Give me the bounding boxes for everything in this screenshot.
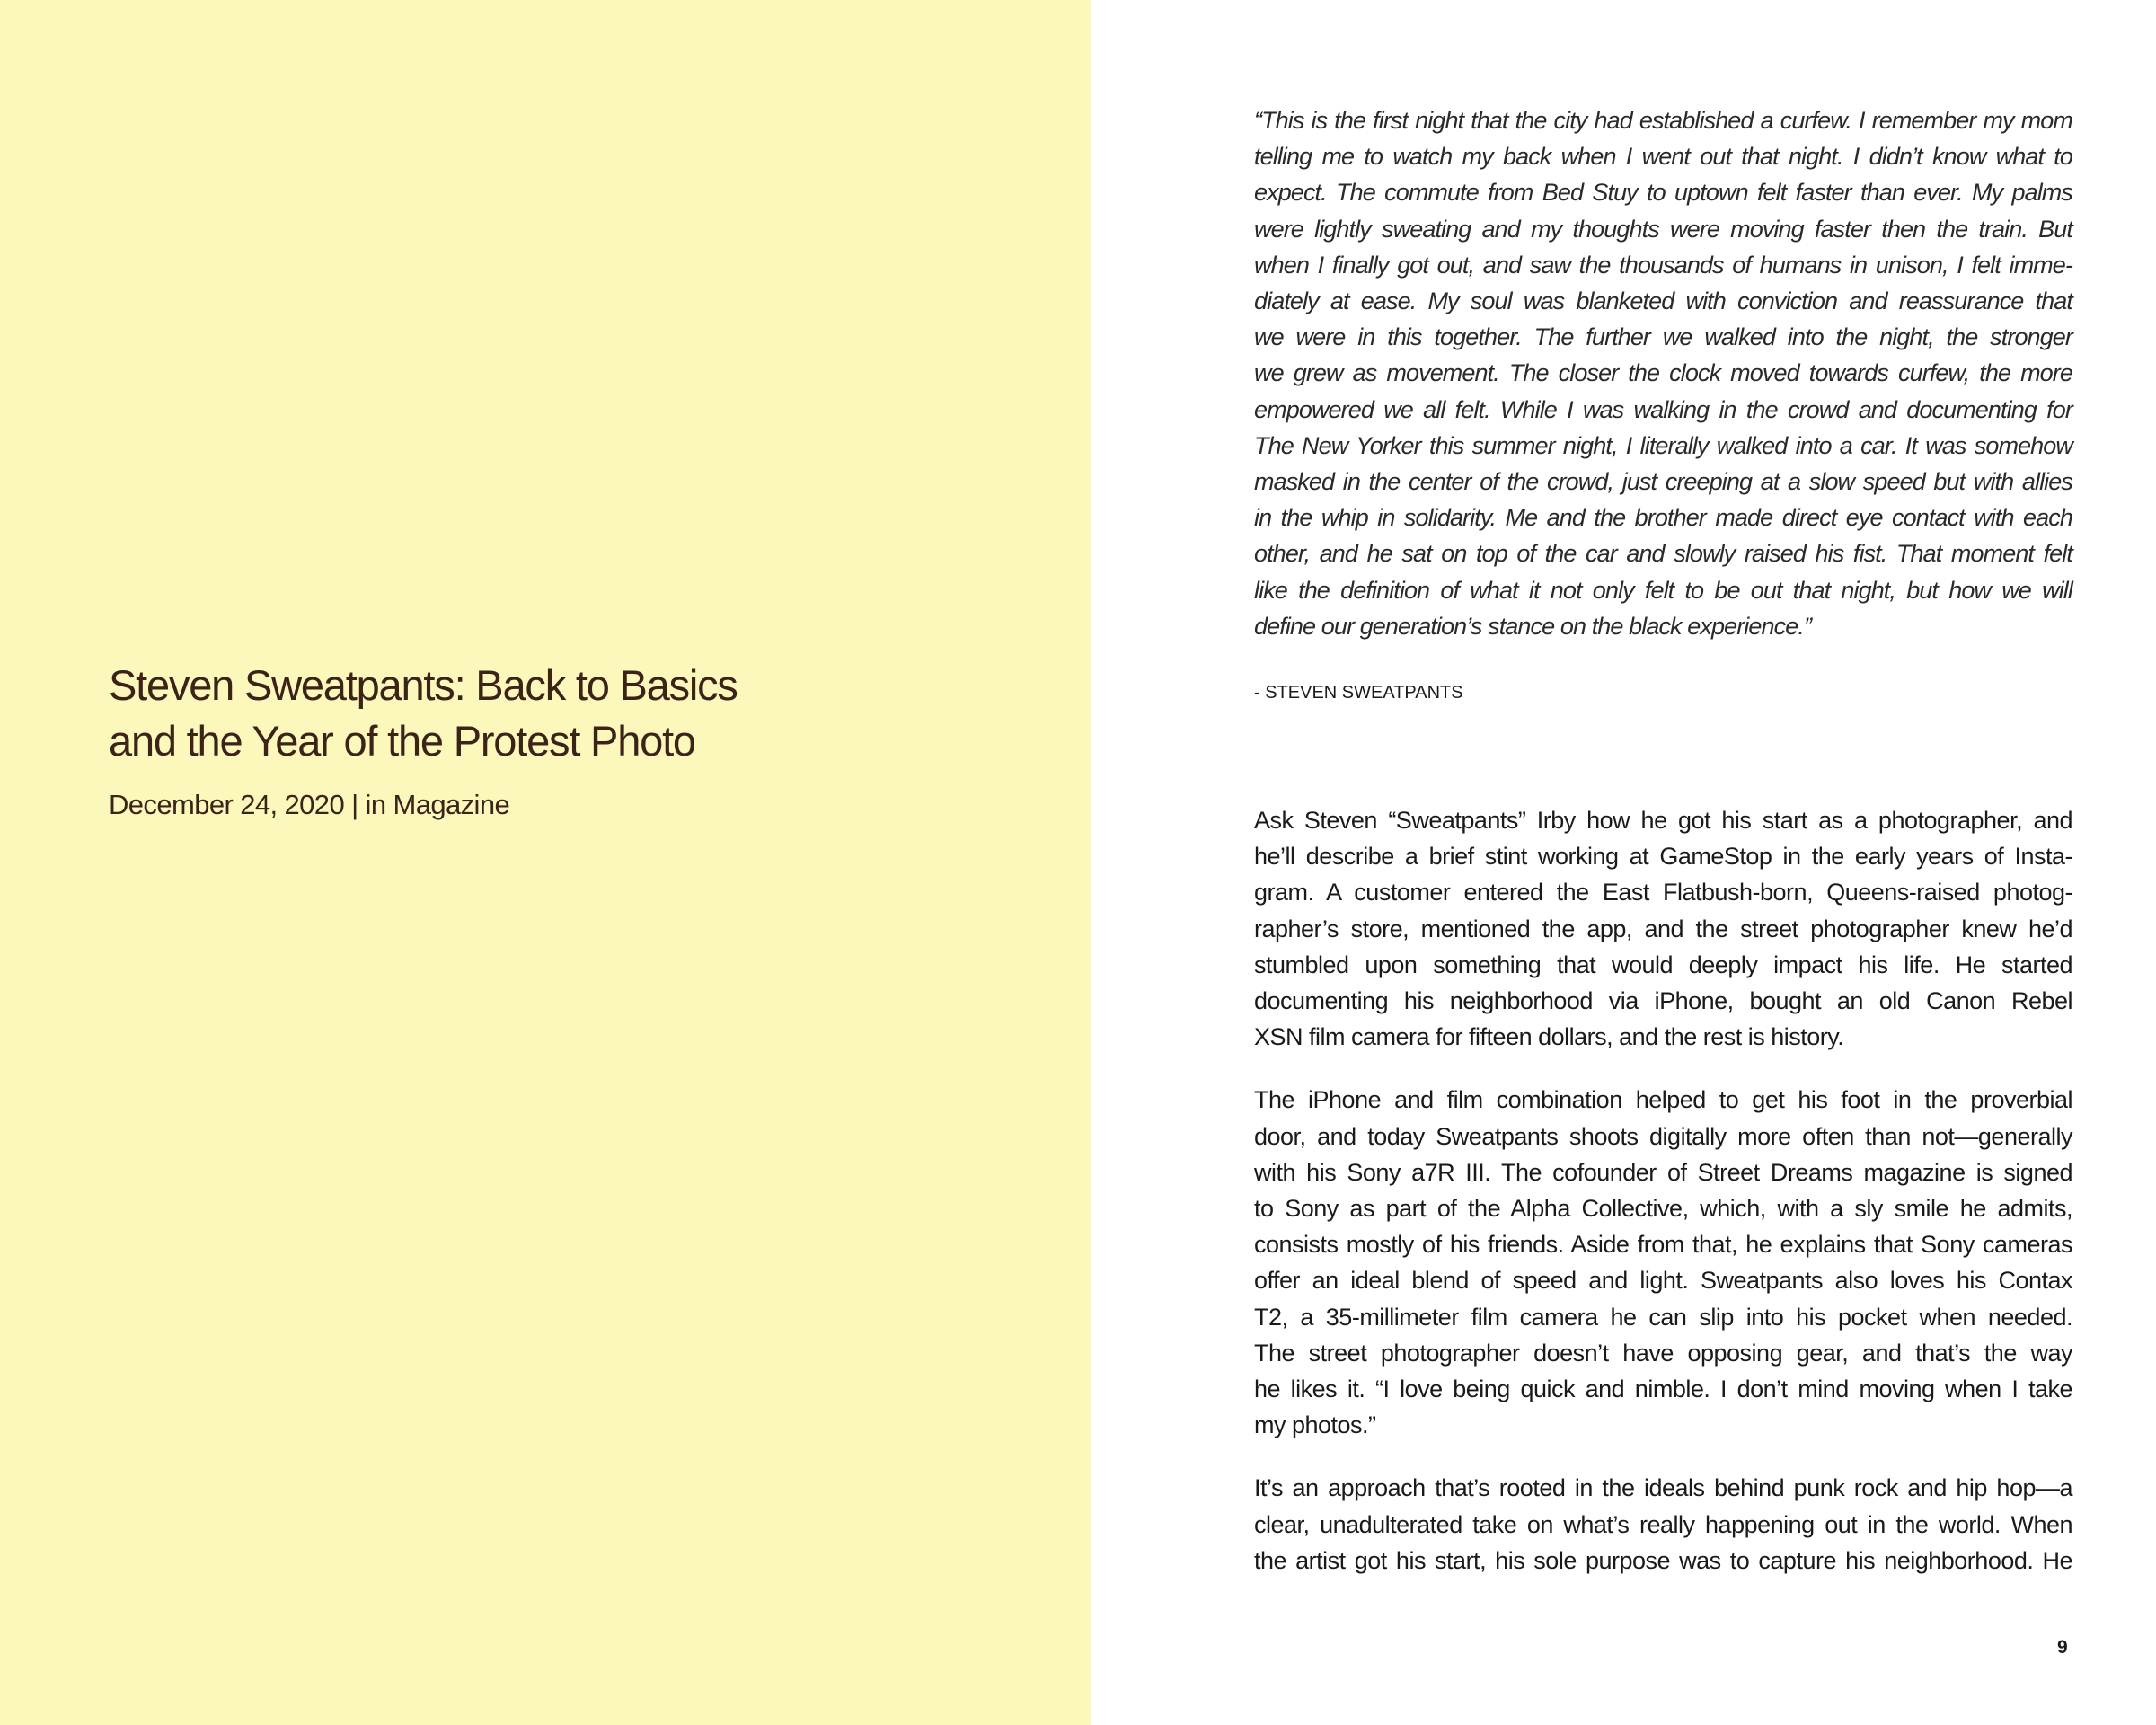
text-line: It’s an approach that’s rooted in the ideals behind punk rock and hip hop—a xyxy=(1254,1474,2072,1502)
text-line: other, and he sat on top of the car and slowly raised his fist. That moment felt xyxy=(1254,540,2072,568)
text-line: diately at ease. My soul was blanketed with conviction and reassurance that xyxy=(1254,288,2072,315)
body-paragraph xyxy=(1254,1470,2072,1579)
text-line: offer an ideal blend of speed and light. Sweatpants also loves his Contax xyxy=(1254,1267,2072,1295)
text-line: the artist got his start, his sole purpose was to capture his neighborhood. He xyxy=(1254,1546,2072,1574)
text-line: The New Yorker this summer night, I literally walked into a car. It was somehow xyxy=(1254,431,2072,459)
text-line: he’ll describe a brief stint working at GameStop in the early years of Insta- xyxy=(1254,843,2072,871)
text-line: define our generation’s stance on the black experience.” xyxy=(1254,612,1812,640)
text-line: like the definition of what it not only felt to be out that night, but how we will xyxy=(1254,576,2072,604)
text-line: The street photographer doesn’t have opposing gear, and that’s the way xyxy=(1254,1339,2072,1367)
text-line: Ask Steven “Sweatpants” Irby how he got his start as a photographer, and xyxy=(1254,807,2072,834)
text-line: when I finally got out, and saw the thousands of humans in unison, I felt imme- xyxy=(1254,251,2072,279)
text-line: gram. A customer entered the East Flatbush-born, Queens-raised photog- xyxy=(1254,879,2072,907)
text-line: expect. The commute from Bed Stuy to uptown felt faster than ever. My palms xyxy=(1254,179,2072,207)
text-line: we grew as movement. The closer the clock moved towards curfew, the more xyxy=(1254,359,2072,387)
text-line: in the whip in solidarity. Me and the brother made direct eye contact with each xyxy=(1254,504,2072,532)
text-line: “This is the first night that the city had established a curfew. I remember my mom xyxy=(1254,107,2072,134)
text-line: XSN film camera for fifteen dollars, and the rest is history. xyxy=(1254,1023,1844,1051)
text-line: rapher’s store, mentioned the app, and the street photographer knew he’d xyxy=(1254,915,2072,942)
text-line: stumbled upon something that would deeply impact his life. He started xyxy=(1254,951,2072,978)
article-title xyxy=(109,658,1007,769)
text-line: T2, a 35-millimeter film camera he can slip into his pocket when needed. xyxy=(1254,1303,2072,1331)
page-number: 9 xyxy=(2057,1637,2068,1658)
text-line: he likes it. “I love being quick and nimble. I don’t mind moving when I take xyxy=(1254,1376,2072,1403)
text-line: empowered we all felt. While I was walking in the crowd and documenting for xyxy=(1254,395,2072,423)
text-line: to Sony as part of the Alpha Collective, which, with a sly smile he admits, xyxy=(1254,1195,2072,1223)
quote-attribution: - STEVEN SWEATPANTS xyxy=(1254,683,1463,703)
title-line: Steven Sweatpants: Back to Basics xyxy=(109,661,738,709)
text-line: with his Sony a7R III. The cofounder of Street Dreams magazine is signed xyxy=(1254,1158,2072,1186)
article-body xyxy=(1254,802,2072,1606)
text-line: masked in the center of the crowd, just creeping at a slow speed but with allies xyxy=(1254,468,2072,496)
text-line: door, and today Sweatpants shoots digitally more often than not—generally xyxy=(1254,1122,2072,1150)
text-line: The iPhone and film combination helped to get his foot in the proverbial xyxy=(1254,1086,2072,1114)
text-line: we were in this together. The further we walked into the night, the stronger xyxy=(1254,323,2072,351)
title-line: and the Year of the Protest Photo xyxy=(109,717,695,765)
pull-quote xyxy=(1254,102,2072,644)
body-paragraph xyxy=(1254,1082,2072,1443)
article-date: December 24, 2020 | in Magazine xyxy=(109,789,510,820)
text-line: documenting his neighborhood via iPhone, bought an old Canon Rebel xyxy=(1254,987,2072,1015)
text-line: telling me to watch my back when I went out that night. I didn’t know what to xyxy=(1254,143,2072,171)
body-paragraph xyxy=(1254,802,2072,1055)
text-line: clear, unadulterated take on what’s really happening out in the world. When xyxy=(1254,1510,2072,1538)
text-line: my photos.” xyxy=(1254,1411,1376,1439)
text-line: consists mostly of his friends. Aside from that, he explains that Sony cameras xyxy=(1254,1231,2072,1259)
text-line: were lightly sweating and my thoughts were moving faster then the train. But xyxy=(1254,215,2072,243)
